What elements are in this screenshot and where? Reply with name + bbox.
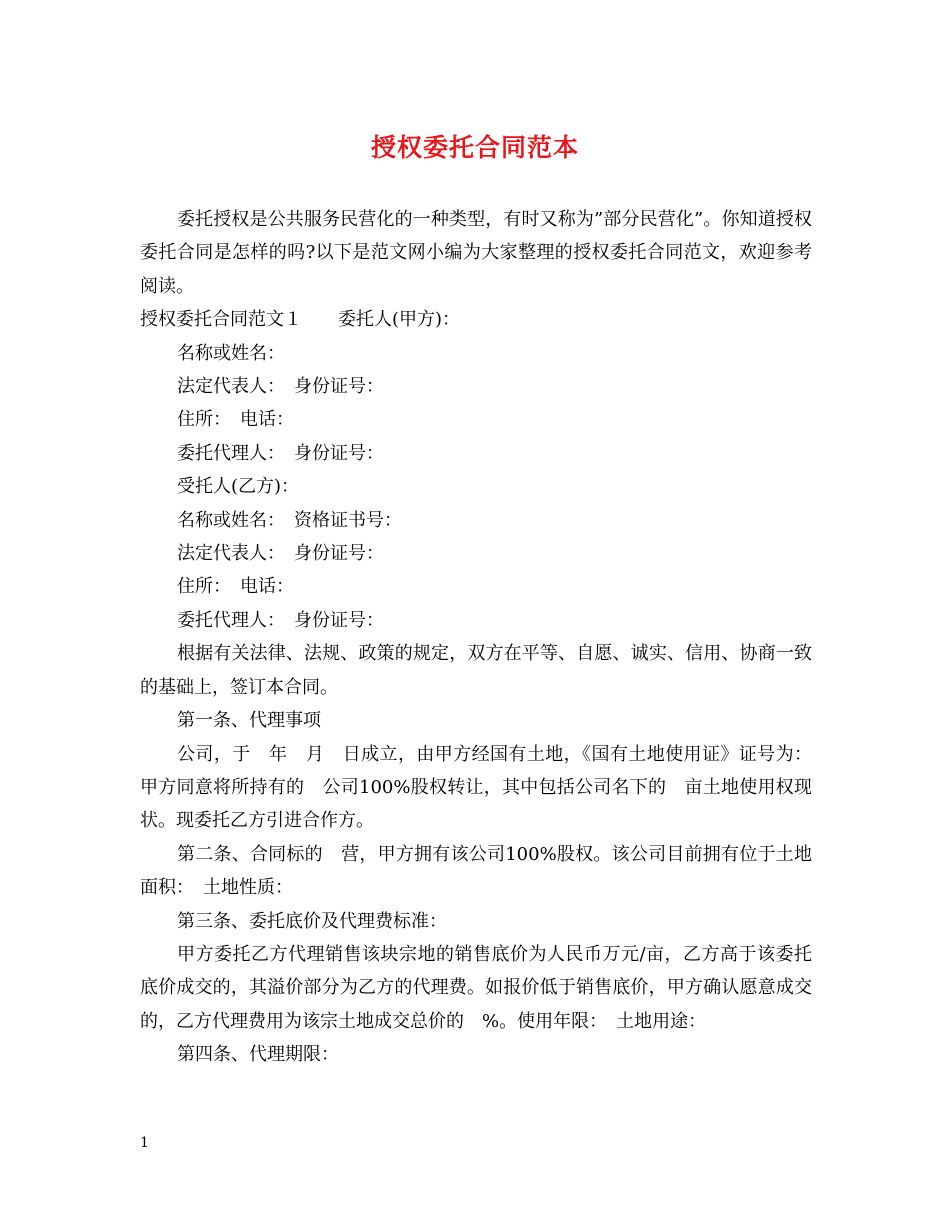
paragraph-party-a-name: 名称或姓名： [177, 342, 285, 364]
paragraph-party-b-heading: 受托人(乙方)： [177, 476, 300, 498]
paragraph-basis: 根据有关法律、法规、政策的规定，双方在平等、自愿、诚实、信用、协商一致的基础上，签订本合同。 [140, 643, 812, 698]
paragraph-article-4-heading: 第四条、代理期限： [177, 1044, 339, 1066]
paragraph-article-3-body: 甲方委托乙方代理销售该块宗地的销售底价为人民币万元/亩，乙方高于该委托底价成交的，其溢价部分为乙方的代理费。如报价低于销售底价，甲方确认愿意成交的，乙方代理费用为该宗土地成交总价的 %。使用年限： 土地用途： [140, 943, 812, 1032]
paragraph-party-b-name: 名称或姓名： 资格证书号： [177, 509, 402, 531]
paragraph-party-b-address: 住所： 电话： [177, 576, 294, 598]
page-number: 1 [140, 1135, 149, 1151]
paragraph-article-2: 第二条、合同标的 营，甲方拥有该公司100%股权。该公司目前拥有位于土地面积： 土地性质： [140, 843, 812, 899]
paragraph-party-a-address: 住所： 电话： [177, 409, 294, 431]
paragraph-party-b-representative: 法定代表人： 身份证号： [177, 543, 384, 565]
paragraph-party-b-agent: 委托代理人： 身份证号： [177, 609, 384, 631]
paragraph-intro: 委托授权是公共服务民营化的一种类型，有时又称为”部分民营化”。你知道授权委托合同是怎样的吗?以下是范文网小编为大家整理的授权委托合同范文，欢迎参考阅读。 [140, 209, 812, 297]
document-body [140, 203, 812, 1072]
paragraph-party-a-agent: 委托代理人： 身份证号： [177, 442, 384, 464]
paragraph-party-a-representative: 法定代表人： 身份证号： [177, 376, 384, 398]
paragraph-article-1-body: 公司，于 年 月 日成立，由甲方经国有土地，《国有土地使用证》证号为：甲方同意将所持有的 公司100%股权转让，其中包括公司名下的 亩土地使用权现状。现委托乙方引进合作方。 [140, 743, 812, 832]
paragraph-article-3-heading: 第三条、委托底价及代理费标准： [177, 910, 447, 932]
paragraph-sample-heading: 授权委托合同范文１ 委托人(甲方)： [140, 309, 461, 331]
paragraph-article-1-heading: 第一条、代理事项 [177, 710, 321, 732]
document-title: 授权委托合同范本 [370, 133, 579, 162]
